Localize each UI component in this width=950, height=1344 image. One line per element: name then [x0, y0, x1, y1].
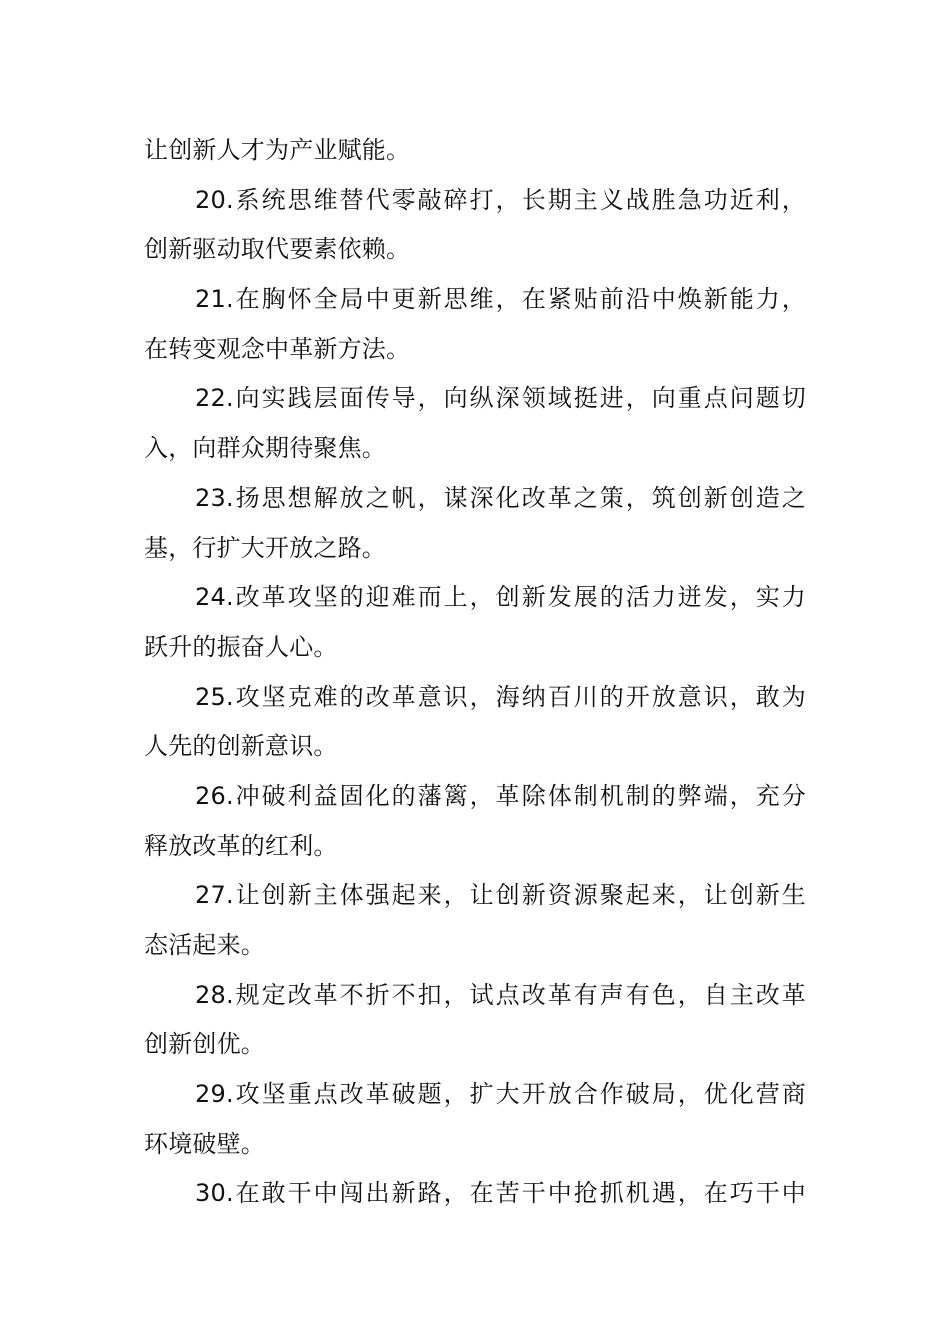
- text-line-13: 人先的创新意识。: [144, 732, 338, 761]
- text-line-16: 27.让创新主体强起来，让创新资源聚起来，让创新生: [195, 881, 806, 910]
- text-line-3: 创新驱动取代要素依赖。: [144, 235, 411, 264]
- text-line-11: 跃升的振奋人心。: [144, 632, 338, 661]
- document-body: [144, 126, 806, 1219]
- text-line-1: 让创新人才为产业赋能。: [144, 136, 411, 164]
- text-line-8: 23.扬思想解放之帆，谋深化改革之策，筑创新创造之: [195, 483, 806, 512]
- text-line-12: 25.攻坚克难的改革意识，海纳百川的开放意识，敢为: [195, 682, 806, 711]
- text-line-20: 29.攻坚重点改革破题，扩大开放合作破局，优化营商: [195, 1080, 806, 1109]
- text-line-7: 入，向群众期待聚焦。: [144, 434, 386, 463]
- text-line-2: 20.系统思维替代零敲碎打，长期主义战胜急功近利，: [195, 185, 806, 214]
- text-line-22: 30.在敢干中闯出新路，在苦干中抢抓机遇，在巧干中: [195, 1179, 806, 1208]
- text-line-4: 21.在胸怀全局中更新思维，在紧贴前沿中焕新能力，: [195, 285, 806, 314]
- text-line-10: 24.改革攻坚的迎难而上，创新发展的活力迸发，实力: [195, 583, 806, 612]
- text-line-15: 释放改革的红利。: [144, 831, 338, 860]
- text-line-18: 28.规定改革不折不扣，试点改革有声有色，自主改革: [195, 980, 806, 1009]
- text-line-9: 基，行扩大开放之路。: [144, 533, 386, 562]
- text-line-14: 26.冲破利益固化的藩篱，革除体制机制的弊端，充分: [195, 781, 806, 810]
- text-line-6: 22.向实践层面传导，向纵深领域挺进，向重点问题切: [195, 384, 806, 413]
- text-line-17: 态活起来。: [144, 931, 265, 959]
- text-line-5: 在转变观念中革新方法。: [144, 334, 411, 363]
- text-line-21: 环境破壁。: [144, 1129, 265, 1158]
- text-line-19: 创新创优。: [144, 1030, 265, 1059]
